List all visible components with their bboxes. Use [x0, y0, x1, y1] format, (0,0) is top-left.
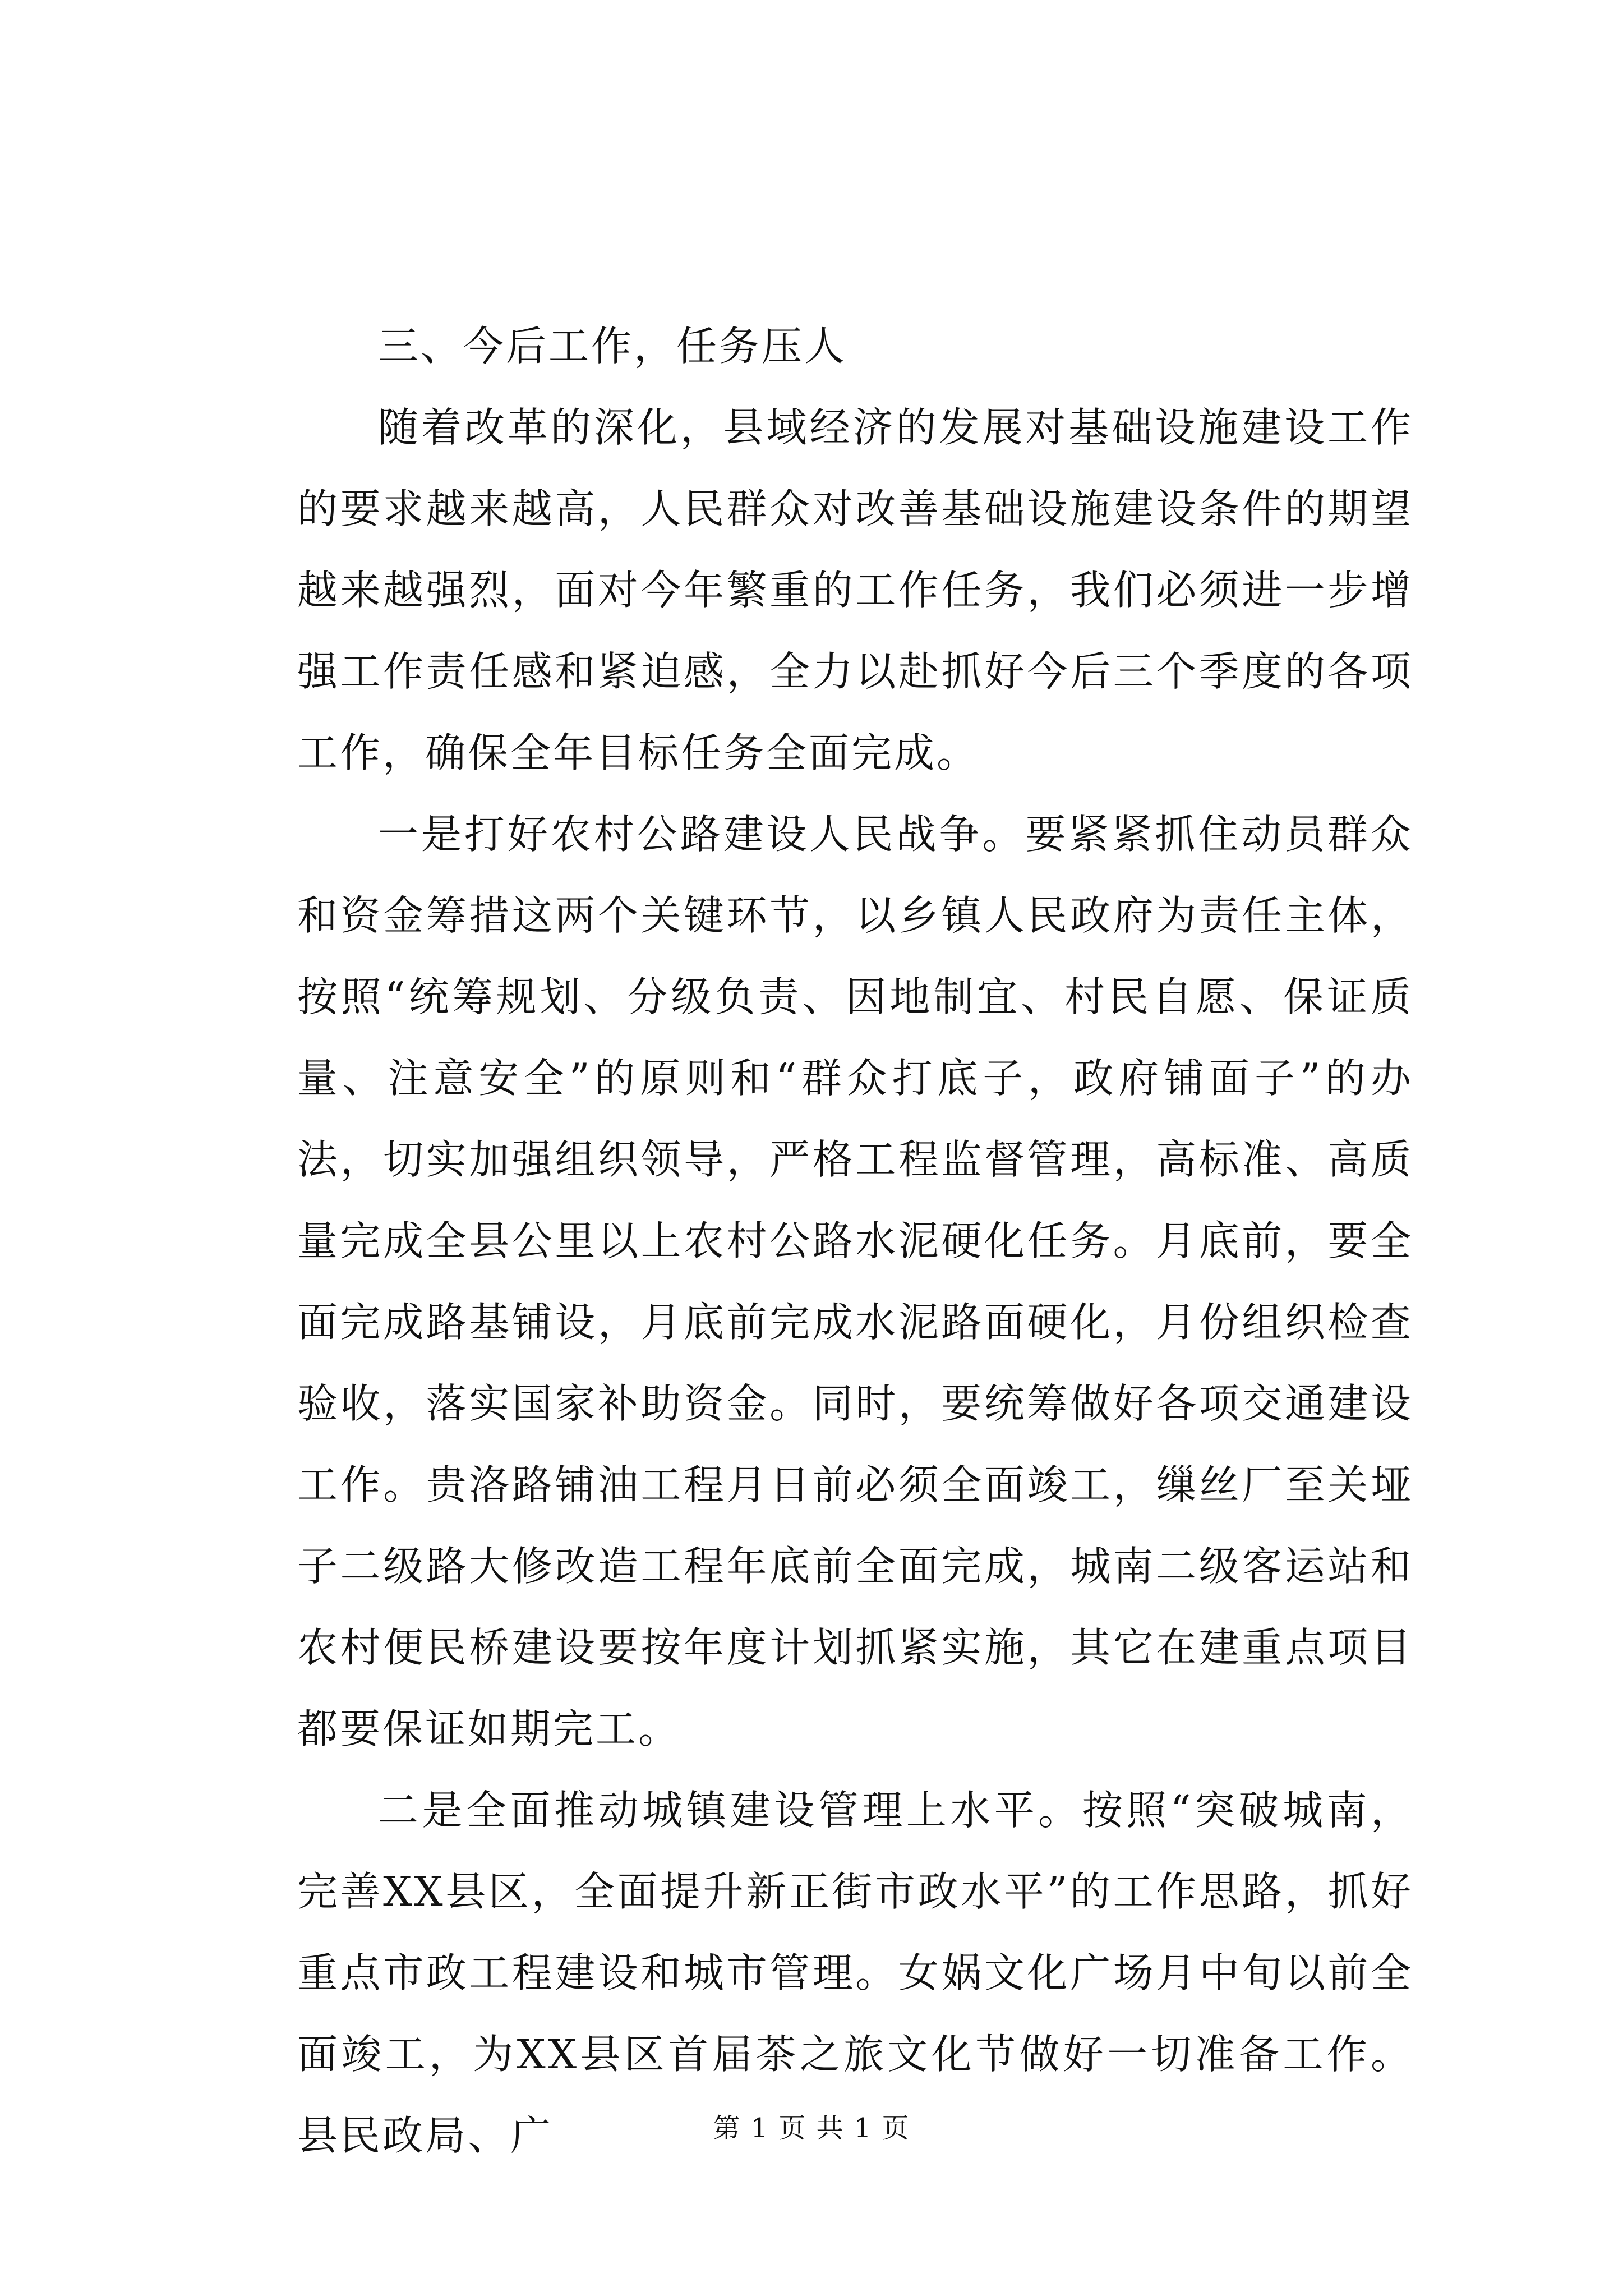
paragraph-rural-roads: 一是打好农村公路建设人民战争。要紧紧抓住动员群众和资金筹措这两个关键环节，以乡镇人民政府为责任主体，按照“统筹规划、分级负责、因地制宜、村民自愿、保证质量、注意安全”的原则和“群众打底子，政府铺面子”的办法，切实加强组织领导，严格工程监督管理，高标准、高质量完成全县公里以上农村公路水泥硬化任务。月底前，要全面完成路基铺设，月底前完成水泥路面硬化，月份组织检查验收，落实国家补助资金。同时，要统筹做好各项交通建设工作。贵洛路铺油工程月日前必须全面竣工，缫丝厂至关垭子二级路大修改造工程年底前全面完成，城南二级客运站和农村便民桥建设要按年度计划抓紧实施，其它在建重点项目都要保证如期完工。 [297, 811, 1413, 1752]
page-footer: 第 1 页 共 1 页 [713, 2113, 910, 2144]
paragraph-intro: 随着改革的深化，县域经济的发展对基础设施建设工作的要求越来越高，人民群众对改善基础设施建设条件的期望越来越强烈，面对今年繁重的工作任务，我们必须进一步增强工作责任感和紧迫感，全力以赴抓好今后三个季度的各项工作，确保全年目标任务全面完成。 [297, 404, 1413, 776]
document-body [297, 306, 1413, 2177]
paragraph-urban-construction: 二是全面推动城镇建设管理上水平。按照“突破城南，完善XX县区，全面提升新正街市政水平”的工作思路，抓好重点市政工程建设和城市管理。女娲文化广场月中旬以前全面竣工，为XX县区首届茶之旅文化节做好一切准备工作。县民政局、广 [297, 1787, 1413, 2159]
section-heading: 三、今后工作，任务压人 [378, 323, 847, 370]
